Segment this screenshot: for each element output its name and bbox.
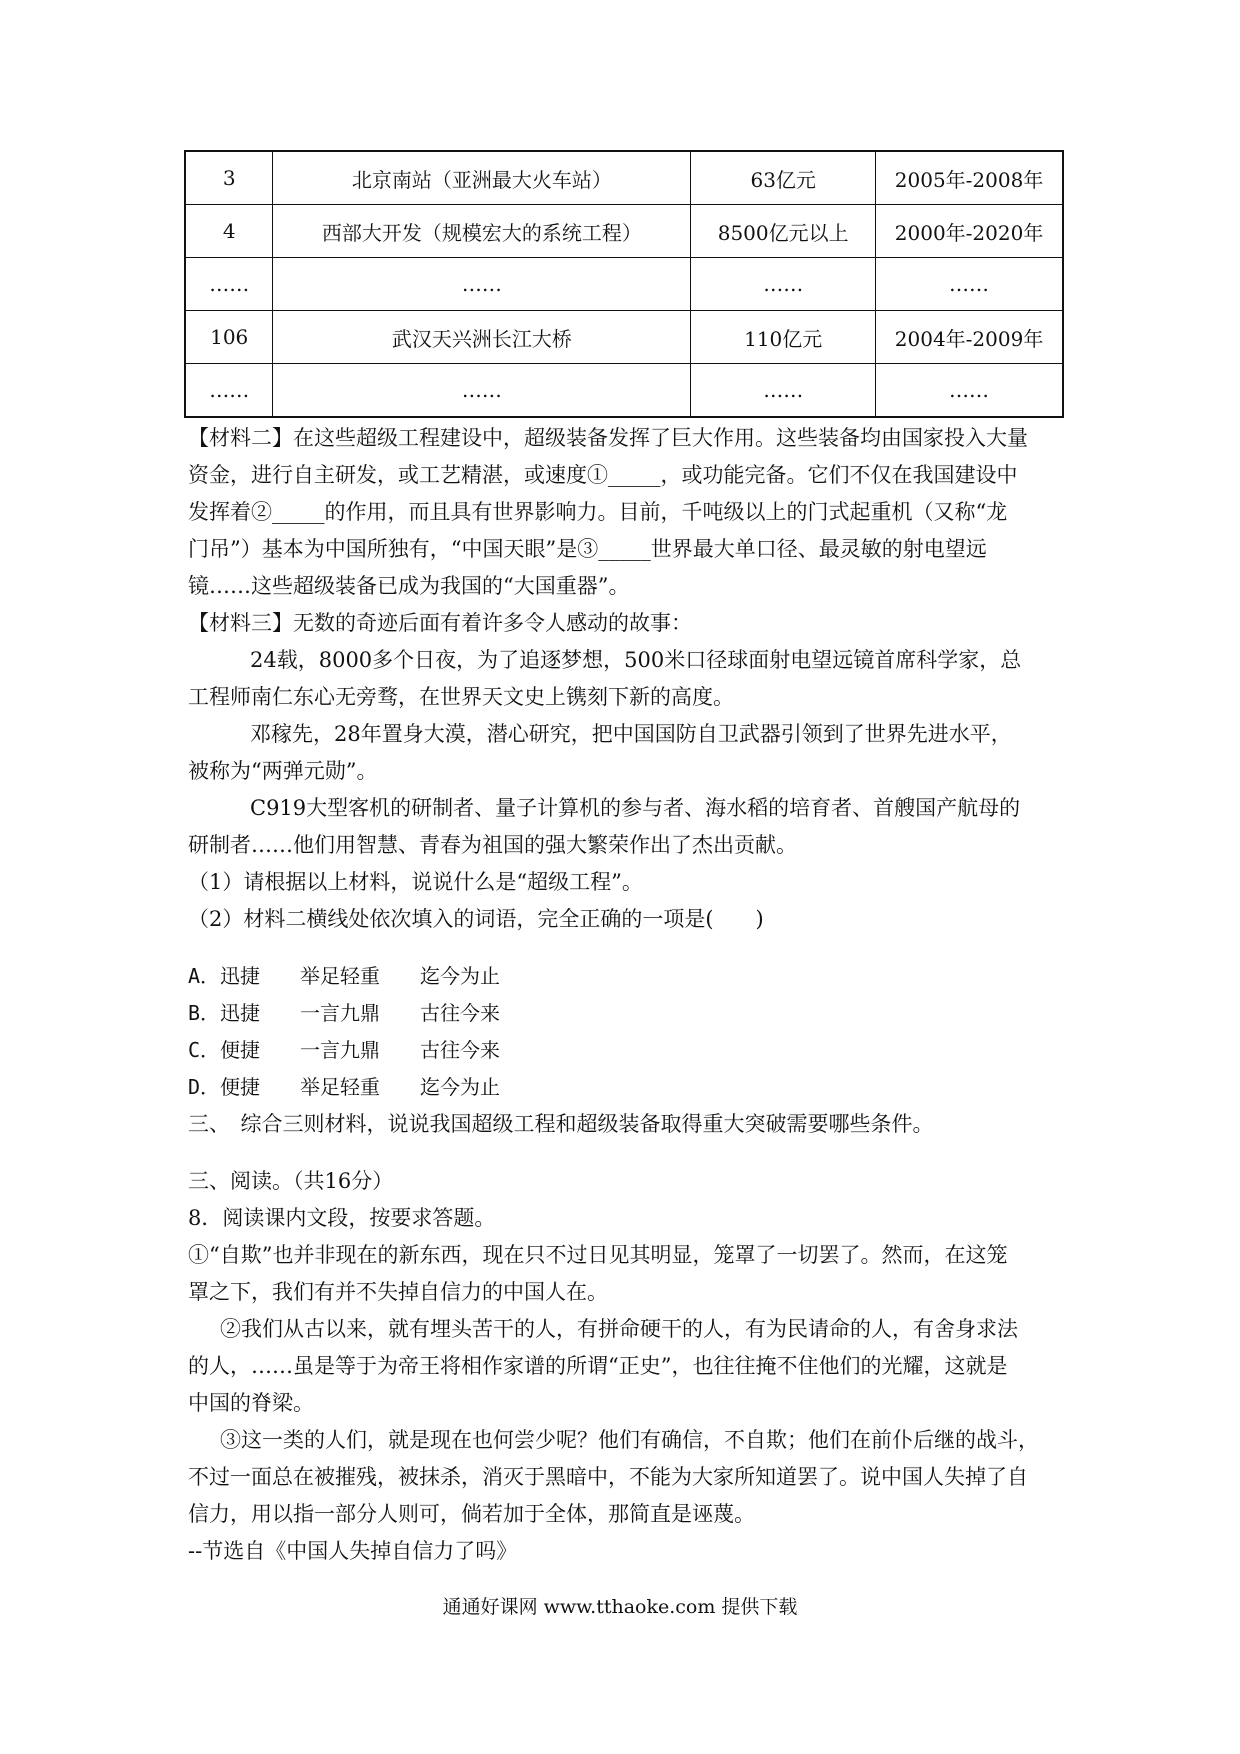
material3-para: 研制者……他们用智慧、青春为祖国的强大繁荣作出了杰出贡献。 (188, 833, 797, 857)
row-number-cell: 4 (185, 205, 273, 258)
material3-para: 工程师南仁东心无旁骛，在世界天文史上镌刻下新的高度。 (188, 685, 734, 709)
option-word: 一言九鼎 (300, 1038, 381, 1062)
project-cost-cell: 110亿元 (691, 311, 876, 364)
table-row (185, 205, 1063, 258)
project-name-cell: …… (273, 258, 691, 311)
projects-table-body (185, 151, 1063, 417)
reading-para: ②我们从古以来，就有埋头苦干的人，有拼命硬干的人，有为民请命的人，有舍身求法 (220, 1317, 1018, 1341)
project-cost-cell: 63亿元 (691, 151, 876, 205)
table-row (185, 311, 1063, 364)
project-name-cell: …… (273, 364, 691, 418)
reading-para: 的人，……虽是等于为帝王将相作家谱的所谓“正史”，也往往掩不住他们的光耀，这就是 (188, 1354, 1008, 1378)
project-cost-cell: …… (691, 364, 876, 418)
reading-para: ①“自欺”也并非现在的新东西，现在只不过日见其明显，笼罩了一切罢了。然而，在这笼 (188, 1243, 1008, 1267)
project-period-cell: 2004年-2009年 (876, 311, 1063, 364)
option-label: D．便捷 (188, 1075, 261, 1099)
option-word: 古往今来 (420, 1001, 501, 1025)
table-row (185, 258, 1063, 311)
option-word: 举足轻重 (300, 964, 381, 988)
reading-source: --节选自《中国人失掉自信力了吗》 (188, 1539, 518, 1563)
reading-para: ③这一类的人们，就是现在也何尝少呢？他们有确信，不自欺；他们在前仆后继的战斗， (220, 1428, 1039, 1452)
material3-para: 被称为“两弹元勋”。 (188, 759, 378, 783)
reading-para: 信力，用以指一部分人则可，倘若加于全体，那简直是诬蔑。 (188, 1502, 755, 1526)
reading-para: 中国的脊梁。 (188, 1391, 314, 1415)
material2-line: 资金，进行自主研发，或工艺精湛，或速度①_____，或功能完备。它们不仅在我国建设中 (188, 463, 1018, 487)
option-word: 举足轻重 (300, 1075, 381, 1099)
project-name-cell: 西部大开发（规模宏大的系统工程） (273, 205, 691, 258)
material2-line: 镜……这些超级装备已成为我国的“大国重器”。 (188, 574, 630, 598)
option-label: A．迅捷 (188, 964, 261, 988)
material2-line: 门吊”）基本为中国所独有，“中国天眼”是③_____世界最大单口径、最灵敏的射电望远 (188, 537, 987, 561)
row-number-cell: 3 (185, 151, 273, 205)
projects-table (184, 150, 1064, 418)
project-name-cell: 北京南站（亚洲最大火车站） (273, 151, 691, 205)
option-word: 古往今来 (420, 1038, 501, 1062)
project-name-cell: 武汉天兴洲长江大桥 (273, 311, 691, 364)
reading-para: 罩之下，我们有并不失掉自信力的中国人在。 (188, 1280, 608, 1304)
table-row (185, 151, 1063, 205)
reading-para: 不过一面总在被摧残，被抹杀，消灭于黑暗中，不能为大家所知道罢了。说中国人失掉了自 (188, 1465, 1028, 1489)
option-d (188, 1072, 500, 1102)
footer-text: 通通好课网 www.tthaoke.com 提供下载 (442, 1596, 798, 1618)
option-b (188, 998, 500, 1028)
material3-title: 【材料三】无数的奇迹后面有着许多令人感动的故事： (188, 611, 692, 635)
material3-para: 邓稼先，28年置身大漠，潜心研究，把中国国防自卫武器引领到了世界先进水平， (250, 722, 1012, 746)
option-a (188, 961, 500, 991)
table-row (185, 364, 1063, 418)
question-2: （2）材料二横线处依次填入的词语，完全正确的一项是( ) (188, 907, 764, 931)
row-number-cell: …… (185, 258, 273, 311)
option-word: 迄今为止 (420, 964, 501, 988)
material2-line: 发挥着②_____的作用，而且具有世界影响力。目前，千吨级以上的门式起重机（又称“龙 (188, 500, 1008, 524)
project-cost-cell: 8500亿元以上 (691, 205, 876, 258)
material3-para: 24载，8000多个日夜，为了追逐梦想，500米口径球面射电望远镜首席科学家，总 (250, 648, 1022, 672)
row-number-cell: …… (185, 364, 273, 418)
option-label: B．迅捷 (188, 1001, 261, 1025)
project-period-cell: …… (876, 258, 1063, 311)
question-1: （1）请根据以上材料，说说什么是“超级工程”。 (188, 870, 643, 894)
project-period-cell: 2005年-2008年 (876, 151, 1063, 205)
option-word: 迄今为止 (420, 1075, 501, 1099)
project-period-cell: 2000年-2020年 (876, 205, 1063, 258)
project-cost-cell: …… (691, 258, 876, 311)
row-number-cell: 106 (185, 311, 273, 364)
question-3: 三、 综合三则材料，说说我国超级工程和超级装备取得重大突破需要哪些条件。 (188, 1112, 934, 1136)
section-heading: 三、阅读。（共16分） (188, 1169, 394, 1193)
question-8: 8．阅读课内文段，按要求答题。 (188, 1206, 496, 1230)
material3-para: C919大型客机的研制者、量子计算机的参与者、海水稻的培育者、首艘国产航母的 (250, 796, 1021, 820)
option-c (188, 1035, 500, 1065)
option-label: C．便捷 (188, 1038, 261, 1062)
project-period-cell: …… (876, 364, 1063, 418)
option-word: 一言九鼎 (300, 1001, 381, 1025)
material2-line: 【材料二】在这些超级工程建设中，超级装备发挥了巨大作用。这些装备均由国家投入大量 (188, 426, 1028, 450)
